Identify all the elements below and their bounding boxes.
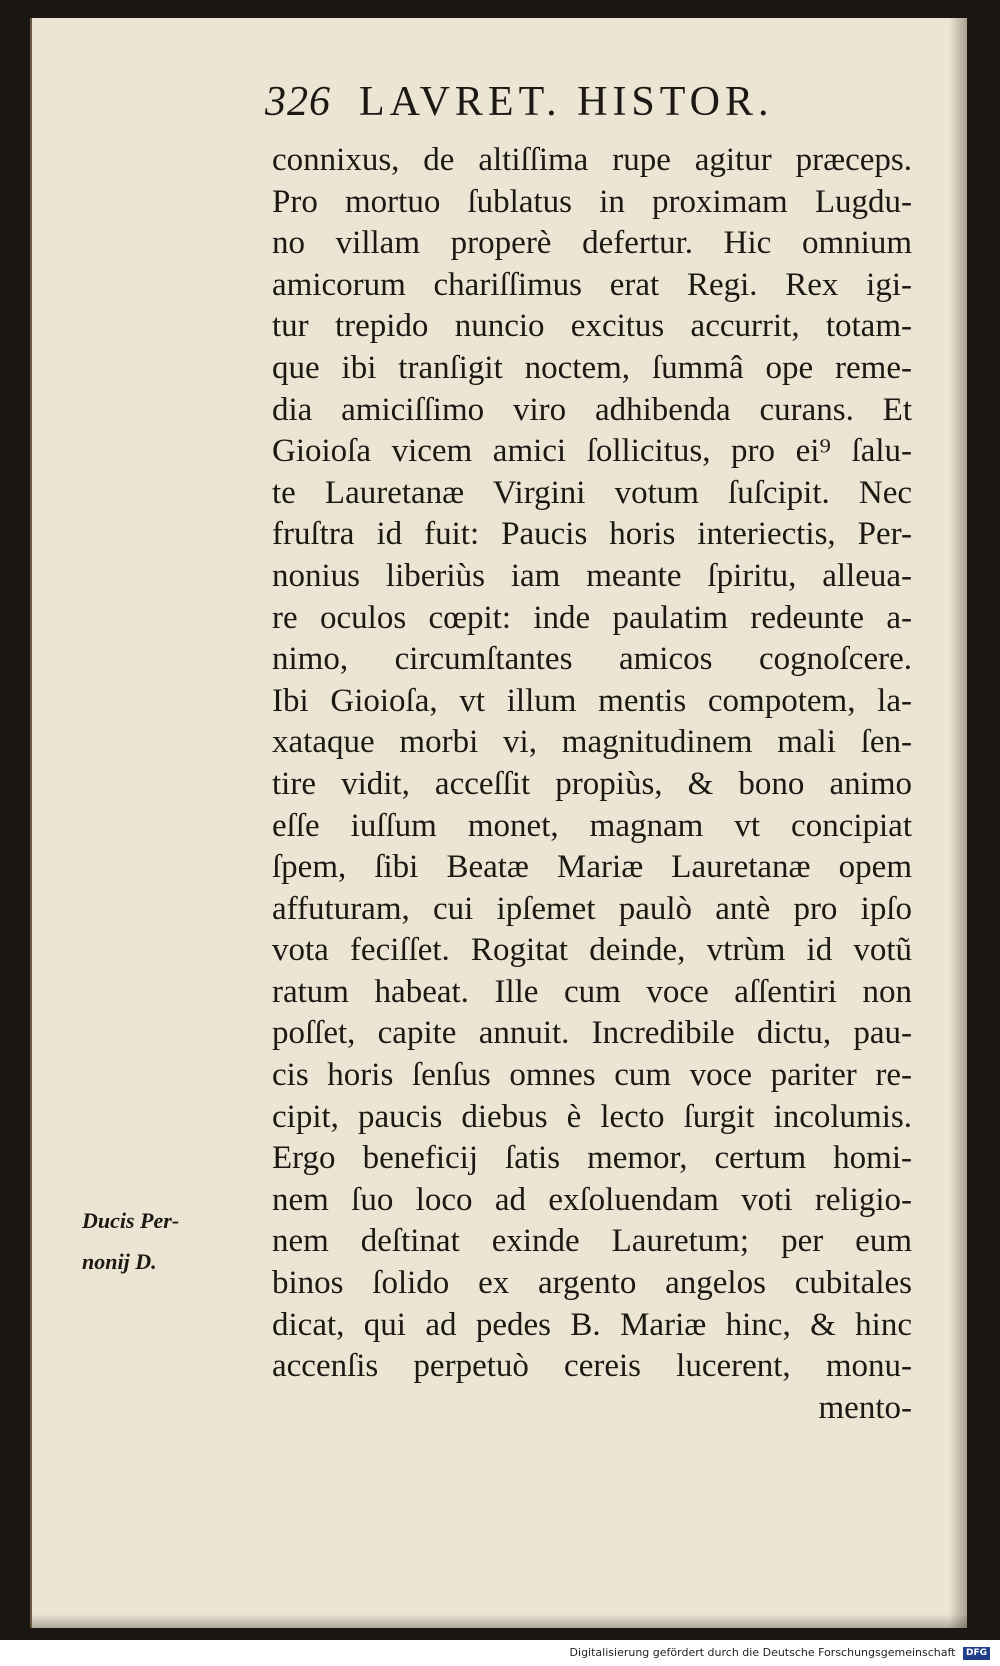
text-line: mento- (818, 1389, 912, 1426)
running-head (265, 78, 905, 126)
marginal-note-line: Ducis Per- (82, 1208, 180, 1233)
text-line: te Lauretanæ Virgini votum ſuſcipit. Nec (272, 474, 912, 511)
text-line: accenſis perpetuò cereis lucerent, monu- (272, 1348, 912, 1385)
text-line: binos ſolido ex argento angelos cubitales (272, 1265, 912, 1302)
text-line: tire vidit, acceſſit propiùs, & bono animo (272, 765, 912, 802)
text-line: tur trepido nuncio excitus accurrit, totam- (272, 308, 912, 345)
page-number: 326 (265, 79, 331, 125)
text-line: Pro mortuo ſublatus in proximam Lugdu- (272, 183, 912, 220)
text-line: ratum habeat. Ille cum voce aſſentiri non (272, 973, 912, 1010)
text-line: Ibi Gioioſa, vt illum mentis compotem, la- (272, 682, 912, 719)
text-line: vota feciſſet. Rogitat deinde, vtrùm id votũ (272, 932, 912, 969)
body-text (272, 140, 912, 1429)
text-line: nem ſuo loco ad exſoluendam voti religio- (272, 1181, 912, 1218)
page-edge-shadow (949, 18, 967, 1628)
text-line: ſpem, ſibi Beatæ Mariæ Lauretanæ opem (272, 849, 912, 886)
text-line: amicorum chariſſimus erat Regi. Rex igi- (272, 266, 912, 303)
text-line: poſſet, capite annuit. Incredibile dictu, pau- (272, 1015, 912, 1052)
page-bottom-shadow (32, 1614, 967, 1628)
text-line: nimo, circumſtantes amicos cognoſcere. (272, 641, 912, 678)
text-line: que ibi tranſigit noctem, ſummâ ope reme- (272, 349, 912, 386)
footer-credit-text: Digitalisierung gefördert durch die Deutsche Forschungsgemeinschaft (569, 1646, 956, 1659)
marginal-note-line: nonij D. (82, 1249, 157, 1274)
text-line: Gioioſa vicem amici ſollicitus, pro ei⁹ ſalu- (272, 433, 912, 470)
text-line: dia amiciſſimo viro adhibenda curans. Et (272, 391, 912, 428)
text-line: cis horis ſenſus omnes cum voce pariter re- (272, 1057, 912, 1094)
text-line: eſſe iuſſum monet, magnam vt concipiat (272, 807, 912, 844)
text-line: connixus, de altiſſima rupe agitur præceps. (272, 142, 912, 178)
text-line: xataque morbi vi, magnitudinem mali ſen- (272, 724, 912, 761)
text-line: no villam properè defertur. Hic omnium (272, 225, 912, 262)
text-line: Ergo beneficij ſatis memor, certum homi- (272, 1140, 912, 1177)
text-line: cipit, paucis diebus è lecto ſurgit incolumis. (272, 1098, 912, 1135)
text-line: nem deſtinat exinde Lauretum; per eum (272, 1223, 912, 1260)
dfg-logo-icon: DFG (963, 1647, 990, 1660)
running-title: LAVRET. HISTOR. (359, 79, 774, 125)
marginal-note (82, 1200, 242, 1282)
text-line: fruſtra id fuit: Paucis horis interiectis, Per- (272, 516, 912, 553)
text-line: nonius liberiùs iam meante ſpiritu, alleua- (272, 557, 912, 594)
footer-credit (0, 1640, 990, 1666)
text-line: dicat, qui ad pedes B. Mariæ hinc, & hinc (272, 1306, 912, 1343)
text-line: re oculos cœpit: inde paulatim redeunte a- (272, 599, 912, 636)
text-line: affuturam, cui ipſemet paulò antè pro ipſo (272, 890, 912, 927)
